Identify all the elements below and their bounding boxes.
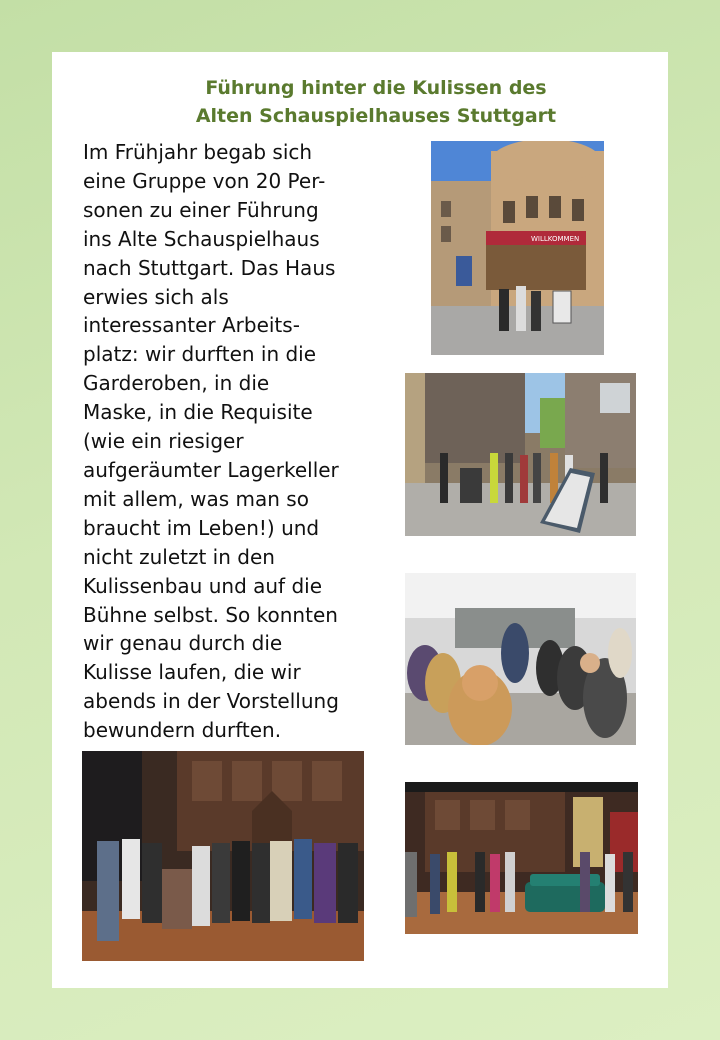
photo-street-group (405, 373, 636, 536)
page-title (52, 74, 700, 130)
photo-group-on-stage (82, 751, 364, 961)
title-line-2: Alten Schauspielhauses Stuttgart (195, 105, 557, 127)
page-card (52, 52, 668, 988)
title-line-1: Führung hinter die Kulissen des (205, 77, 547, 99)
facade-banner-text: WILLKOMMEN (531, 235, 580, 243)
photo-makeup-room (405, 573, 636, 745)
photo-stage-set (405, 782, 638, 934)
article-text: Im Frühjahr begab sich eine Gruppe von 20 Per- sonen zu einer Führung ins Alte Schauspielhaus nach Stuttgart. Das Haus erwies sich als interessanter Arbeits- platz: wir durften in die Garderoben, in die Maske, in die Requisite (wie ein riesiger aufgeräumter Lagerkeller mit allem, was man so braucht im Leben!) und nicht zuletzt in den Kulissenbau und auf die Bühne selbst. So konnten wir genau durch die Kulisse laufen, die wir abends in der Vorstellung bewundern durften. (83, 140, 339, 743)
photo-theater-facade (431, 141, 604, 355)
